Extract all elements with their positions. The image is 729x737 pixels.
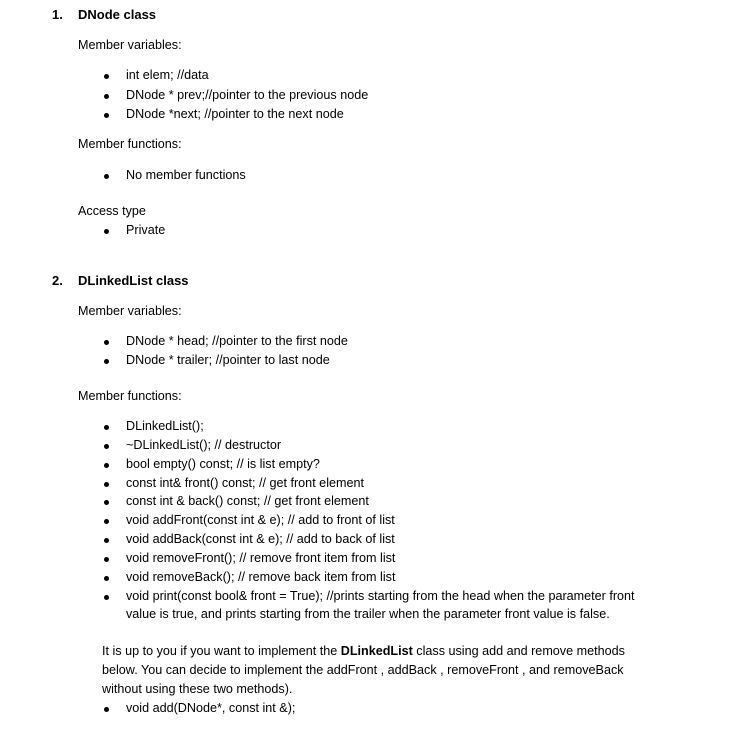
section-1-member-functions-label: Member functions: — [78, 137, 182, 151]
list-item: void print(const bool& front = True); //prints starting from the head when the parameter front — [126, 589, 635, 603]
section-1-title: DNode class — [78, 7, 157, 22]
list-item: DLinkedList(); — [126, 419, 204, 433]
bullet-icon — [104, 444, 109, 449]
list-item: DNode * head; //pointer to the first node — [126, 334, 348, 348]
bullet-icon — [104, 463, 109, 468]
bullet-icon — [104, 482, 109, 487]
section-1-access-type-label: Access type — [78, 204, 146, 218]
list-item: ~DLinkedList(); // destructor — [126, 438, 282, 452]
bullet-icon — [104, 538, 109, 543]
bullet-icon — [104, 707, 109, 712]
bullet-icon — [104, 557, 109, 562]
bullet-icon — [104, 595, 109, 600]
list-item: void addBack(const int & e); // add to back of list — [126, 532, 395, 546]
list-item: const int& front() const; // get front element — [126, 476, 364, 490]
list-item: void removeFront(); // remove front item from list — [126, 551, 396, 565]
bullet-icon — [104, 576, 109, 581]
list-item: int elem; //data — [126, 68, 209, 82]
section-2-member-functions-label: Member functions: — [78, 389, 182, 403]
note-line-1: It is up to you if you want to implement the DLinkedList class using add and remove methods — [102, 644, 625, 658]
bullet-icon — [104, 113, 109, 118]
bullet-icon — [104, 519, 109, 524]
bullet-icon — [104, 74, 109, 79]
section-2-number: 2. — [52, 273, 63, 288]
list-item: void addFront(const int & e); // add to front of list — [126, 513, 395, 527]
list-item: bool empty() const; // is list empty? — [126, 457, 320, 471]
section-1-member-variables-label: Member variables: — [78, 38, 182, 52]
section-1-number: 1. — [52, 7, 63, 22]
list-item: DNode *next; //pointer to the next node — [126, 107, 344, 121]
bullet-icon — [104, 229, 109, 234]
section-2-title: DLinkedList class — [78, 273, 189, 288]
list-item: void removeBack(); // remove back item from list — [126, 570, 396, 584]
bullet-icon — [104, 174, 109, 179]
list-item: No member functions — [126, 168, 246, 182]
list-item: const int & back() const; // get front element — [126, 494, 369, 508]
list-item: Private — [126, 223, 166, 237]
bullet-icon — [104, 94, 109, 99]
bullet-icon — [104, 340, 109, 345]
list-item-continuation: value is true, and prints starting from the trailer when the parameter front value is false. — [126, 607, 610, 621]
bullet-icon — [104, 425, 109, 430]
note-line-3: without using these two methods). — [102, 682, 293, 696]
bullet-icon — [104, 359, 109, 364]
list-item: DNode * prev;//pointer to the previous node — [126, 88, 369, 102]
bullet-icon — [104, 500, 109, 505]
list-item: void add(DNode*, const int &); — [126, 701, 296, 715]
list-item: DNode * trailer; //pointer to last node — [126, 353, 330, 367]
section-2-member-variables-label: Member variables: — [78, 304, 182, 318]
note-class-name: DLinkedList — [340, 644, 413, 658]
note-line-2: below. You can decide to implement the addFront , addBack , removeFront , and removeBack — [102, 663, 624, 677]
